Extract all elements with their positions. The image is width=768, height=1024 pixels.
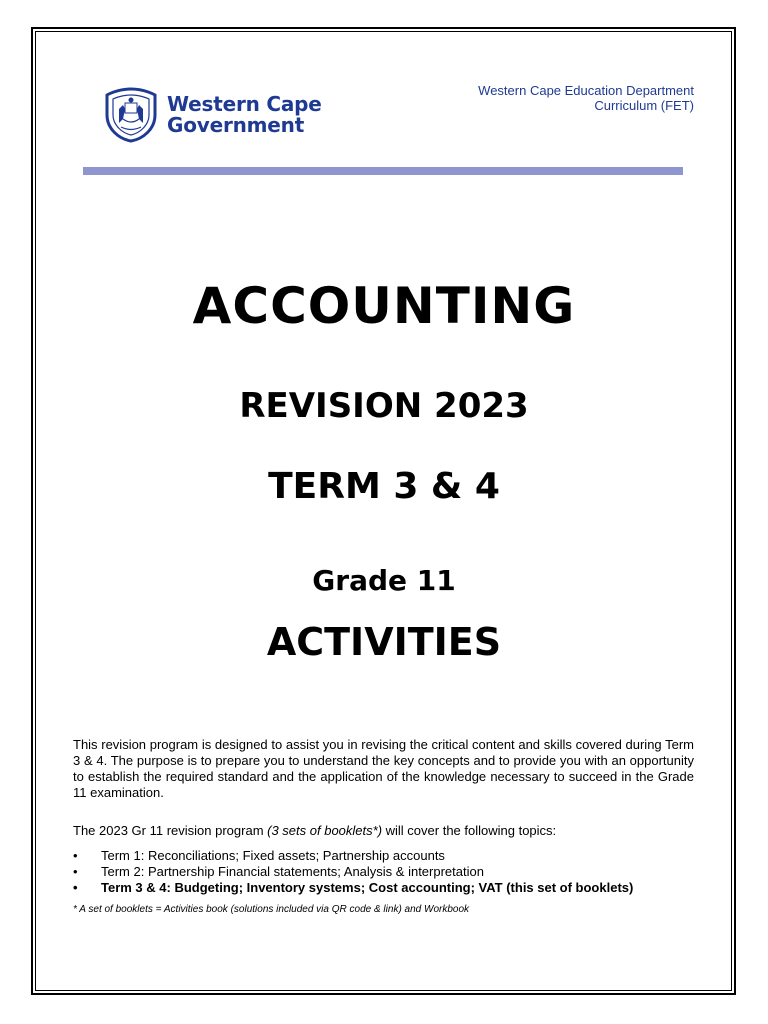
coat-of-arms-icon — [103, 87, 159, 143]
header-rule — [83, 167, 683, 175]
bullet: • — [73, 848, 78, 863]
topics-intro — [73, 823, 694, 839]
bullet: • — [73, 864, 78, 879]
topics-intro-before: The 2023 Gr 11 revision program — [73, 823, 268, 838]
topics-list — [73, 848, 713, 896]
department-info — [478, 83, 694, 113]
western-cape-government-logo — [103, 85, 322, 145]
term-heading: TERM 3 & 4 — [268, 466, 500, 507]
topic-text: Term 3 & 4: Budgeting; Inventory systems; Cost accounting; VAT (this set of booklets) — [101, 880, 634, 895]
topic-text: Term 1: Reconciliations; Fixed assets; Partnership accounts — [101, 848, 445, 863]
department-name: Western Cape Education Department — [478, 83, 694, 98]
topic-text: Term 2: Partnership Financial statements; Analysis & interpretation — [101, 864, 484, 879]
logo-wordmark — [167, 94, 322, 136]
logo-line-1: Western Cape — [167, 92, 322, 116]
grade-heading: Grade 11 — [312, 564, 456, 597]
cover-title: ACCOUNTING — [192, 277, 576, 335]
revision-heading: REVISION 2023 — [239, 386, 529, 426]
activities-heading: ACTIVITIES — [266, 620, 502, 664]
list-item — [73, 848, 713, 864]
bullet: • — [73, 880, 78, 895]
page-inner-border — [35, 31, 732, 991]
topics-intro-after: will cover the following topics: — [382, 823, 557, 838]
topics-intro-italic: (3 sets of booklets*) — [267, 823, 383, 838]
intro-paragraph: This revision program is designed to assist you in revising the critical content and skills covered during Term 3 & 4. The purpose is to prepare you to understand the key concepts and to provide you with an opportunity to establish the required standard and the application of the knowledge necessary to succeed in the Grade 11 examination. — [73, 737, 694, 800]
logo-line-2: Government — [167, 113, 305, 137]
footnote: * A set of booklets = Activities book (solutions included via QR code & link) and Workbook — [73, 904, 470, 915]
curriculum-label: Curriculum (FET) — [594, 98, 694, 113]
list-item — [73, 864, 713, 880]
list-item — [73, 880, 713, 896]
